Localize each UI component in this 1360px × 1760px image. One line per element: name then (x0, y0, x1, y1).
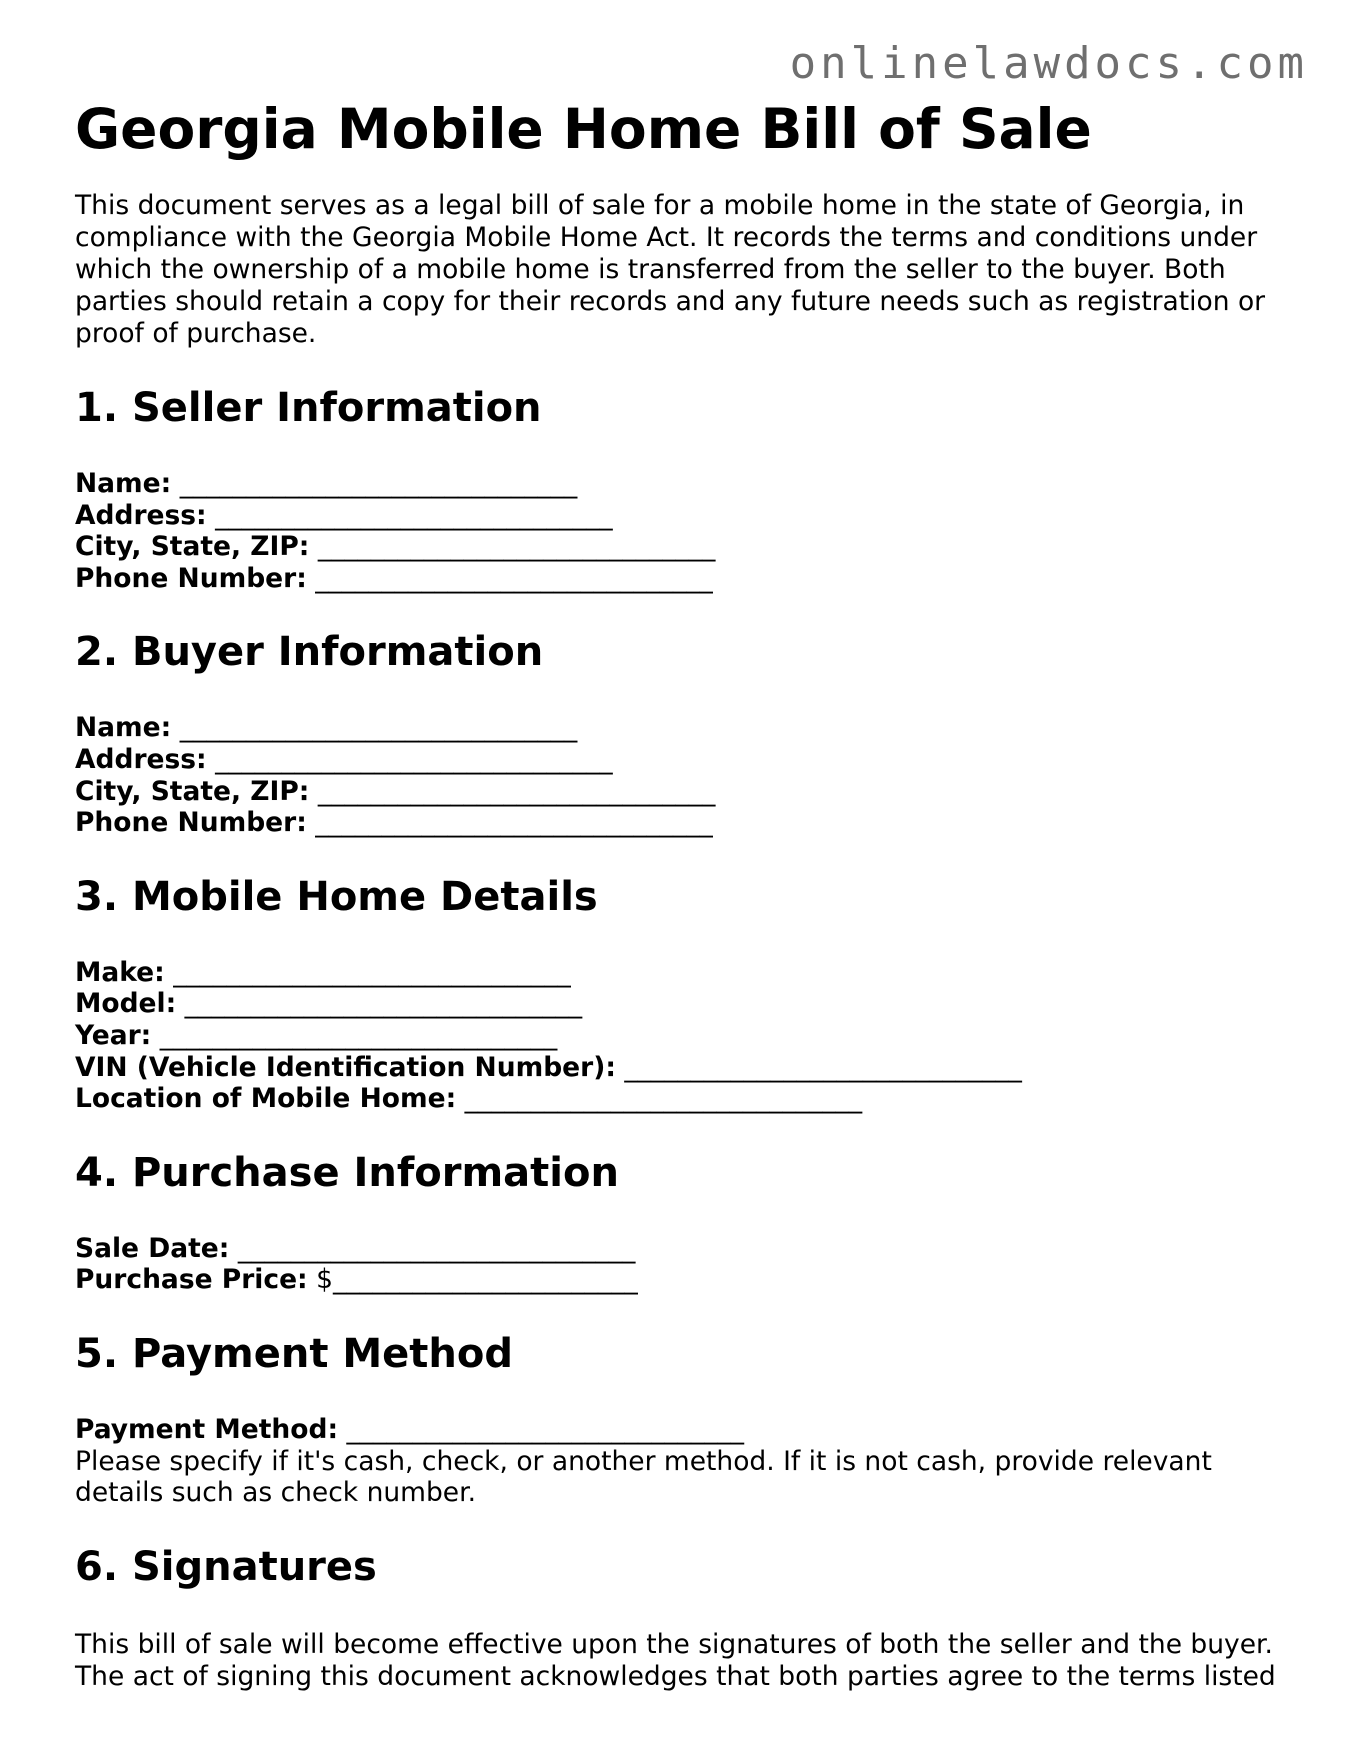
fill-line[interactable]: ______________________________ (346, 1413, 744, 1445)
payment-note: Please specify if it's cash, check, or another method. If it is not cash, provide relevant details such as check number. (75, 1445, 1212, 1509)
fill-line[interactable]: ______________________________ (317, 531, 716, 563)
fill-line[interactable]: ______________________________ (315, 807, 713, 839)
field-label: City, State, ZIP: (75, 531, 310, 563)
fill-line[interactable]: ______________________________ (179, 468, 578, 499)
seller-phone-field[interactable] (75, 563, 1295, 595)
seller-heading: 1. Seller Information (75, 385, 542, 431)
payment-heading: 5. Payment Method (75, 1330, 514, 1377)
signatures-heading: 6. Signatures (75, 1543, 377, 1590)
field-label: Phone Number: (75, 562, 307, 594)
fill-line[interactable]: ______________________________ (184, 988, 583, 1020)
sale-date-field[interactable] (75, 1233, 1295, 1265)
field-label: City, State, ZIP: (75, 775, 310, 807)
model-field[interactable] (75, 988, 1295, 1020)
buyer-fields (75, 712, 1295, 838)
fill-line[interactable]: ______________________________ (237, 1232, 636, 1264)
purchase-heading: 4. Purchase Information (75, 1149, 619, 1196)
fill-line[interactable]: ______________________________ (173, 956, 571, 988)
make-field[interactable] (75, 957, 1295, 989)
fill-line[interactable]: ______________________________ (317, 775, 716, 807)
seller-city-field[interactable] (75, 531, 1295, 563)
field-label: Make: (75, 956, 165, 988)
vin-field[interactable] (75, 1052, 1295, 1084)
field-label: Year: (75, 1019, 152, 1051)
buyer-name-field[interactable] (75, 712, 1295, 744)
year-field[interactable] (75, 1020, 1295, 1052)
currency-symbol: $ (316, 1264, 333, 1296)
intro-paragraph: This document serves as a legal bill of sale for a mobile home in the state of Georgia, in compliance with the Georgia Mobile Home Act. It records the terms and conditions under which the ownership of a mobile home is transferred from the seller to the buyer. Both parties should retain a copy for their records and any future needs such as registration or proof of purchase. (75, 190, 1266, 349)
home-details-heading: 3. Mobile Home Details (75, 873, 598, 920)
payment-fields (75, 1414, 1295, 1509)
field-label: Address: (75, 499, 207, 531)
buyer-address-field[interactable] (75, 744, 1295, 776)
field-label: Sale Date: (75, 1232, 230, 1264)
purchase-price-field[interactable] (75, 1264, 1295, 1296)
fill-line[interactable]: ______________________________ (215, 499, 613, 531)
field-label: Payment Method: (75, 1413, 339, 1445)
payment-method-field[interactable] (75, 1414, 1295, 1446)
fill-line[interactable]: ______________________________ (179, 712, 578, 744)
field-label: Phone Number: (75, 807, 307, 839)
fill-line[interactable]: ______________________________ (159, 1019, 558, 1051)
field-label: Address: (75, 743, 207, 775)
buyer-phone-field[interactable] (75, 807, 1295, 839)
fill-line[interactable]: _______________________ (332, 1264, 638, 1296)
seller-name-field[interactable] (75, 468, 1295, 500)
seller-fields (75, 468, 1295, 594)
purchase-fields (75, 1233, 1295, 1296)
field-label: Location of Mobile Home: (75, 1083, 457, 1115)
fill-line[interactable]: ______________________________ (464, 1083, 863, 1115)
fill-line[interactable]: ______________________________ (624, 1051, 1022, 1083)
document (75, 96, 1295, 1693)
field-label: Purchase Price: (75, 1264, 308, 1296)
seller-address-field[interactable] (75, 500, 1295, 532)
field-label: Name: (75, 468, 172, 499)
buyer-heading: 2. Buyer Information (75, 629, 544, 676)
location-field[interactable] (75, 1083, 1295, 1115)
fill-line[interactable]: ______________________________ (315, 562, 713, 594)
field-label: Name: (75, 712, 172, 744)
watermark: onlinelawdocs.com (789, 38, 1308, 89)
field-label: VIN (Vehicle Identification Number): (75, 1051, 616, 1083)
field-label: Model: (75, 988, 177, 1020)
page-title: Georgia Mobile Home Bill of Sale (75, 97, 1092, 161)
fill-line[interactable]: ______________________________ (215, 743, 613, 775)
buyer-city-field[interactable] (75, 776, 1295, 808)
signatures-text: This bill of sale will become effective upon the signatures of both the seller and the buyer. The act of signing this document acknowledges that both parties agree to the terms listed (75, 1628, 1276, 1692)
home-fields (75, 957, 1295, 1115)
